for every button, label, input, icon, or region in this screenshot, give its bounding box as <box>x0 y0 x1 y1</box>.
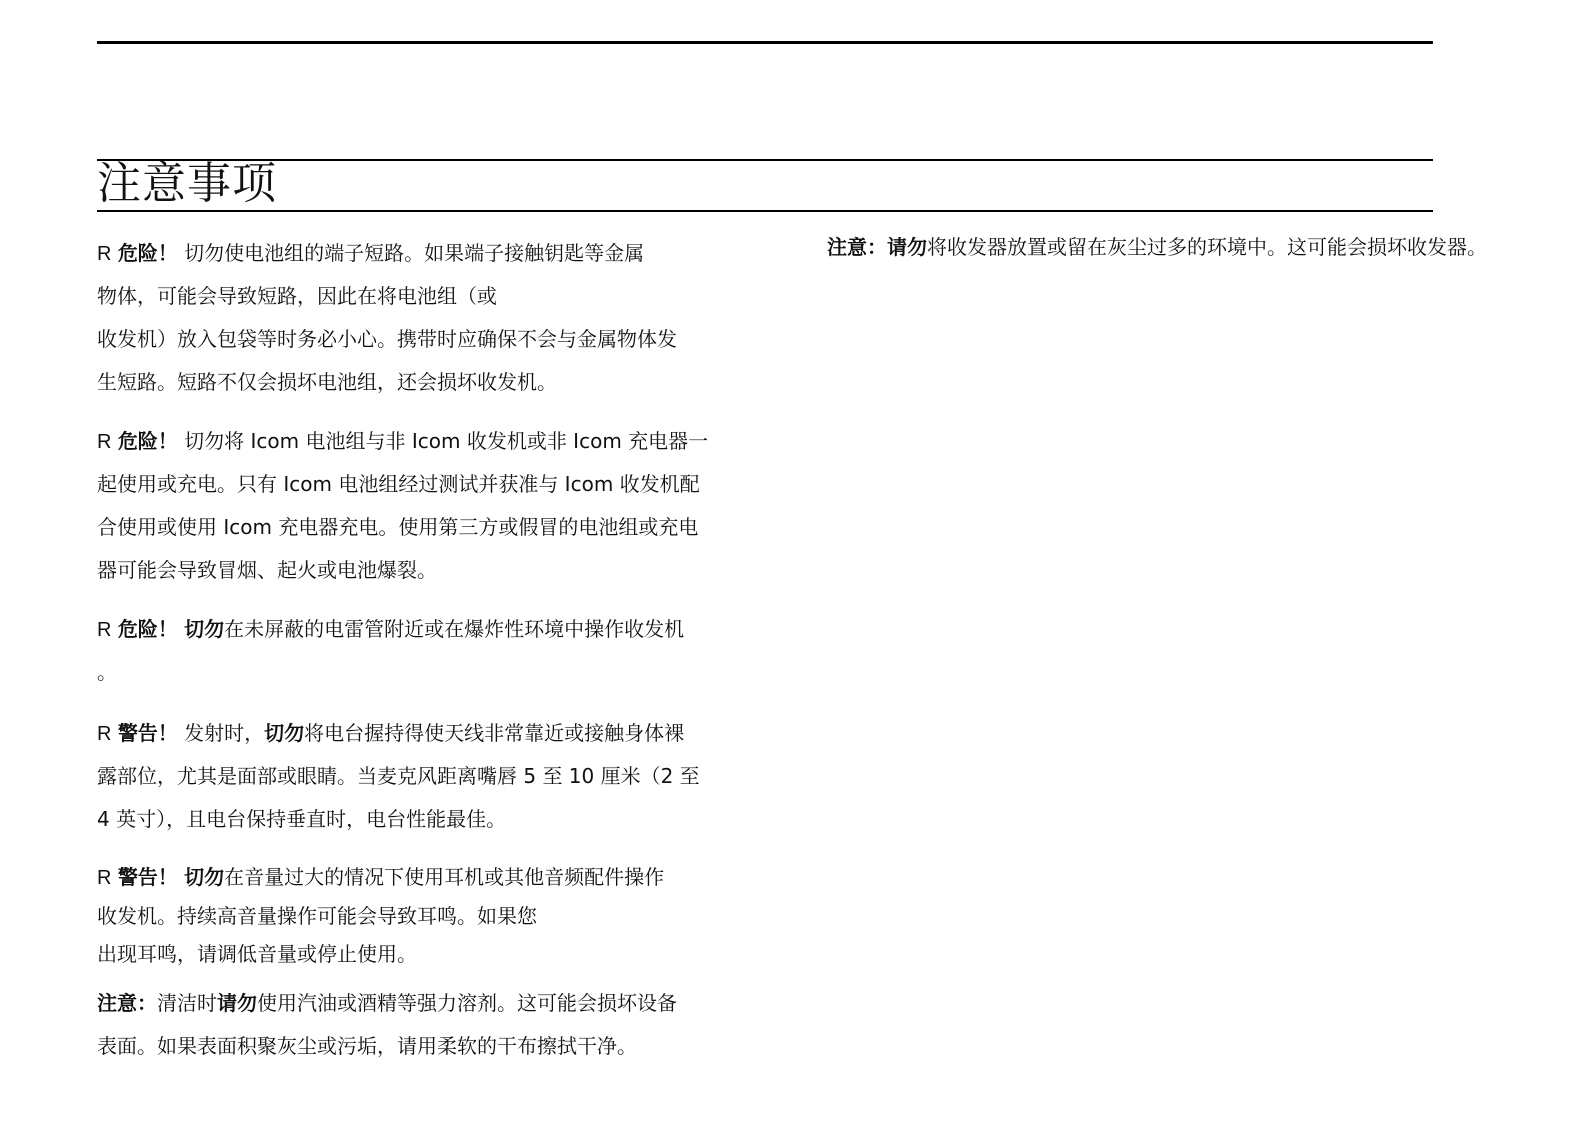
paragraph-line <box>97 651 757 694</box>
paragraph-line <box>97 549 757 592</box>
warning-marker: R <box>97 723 112 745</box>
body-text: 在音量过大的情况下使用耳机或其他音频配件操作 <box>224 865 665 889</box>
paragraph-line <box>97 899 757 933</box>
paragraph-line <box>97 755 757 798</box>
body-text: 切勿使电池组的端子短路。如果端子接触钥匙等金属 <box>184 241 645 265</box>
page-title: 注意事项 <box>97 158 277 209</box>
body-text: 使用汽油或酒精等强力溶剂。这可能会损坏设备 <box>257 991 677 1015</box>
caution-bold-text: 请勿 <box>887 235 927 259</box>
top-rule <box>97 41 1433 44</box>
warning-label: 注意： <box>97 991 157 1015</box>
body-text: 切勿将 Icom 电池组与非 Icom 收发机或非 Icom 充电器一 <box>184 429 709 453</box>
body-text: 器可能会导致冒烟、起火或电池爆裂。 <box>97 558 437 582</box>
body-text: 表面。如果表面积聚灰尘或污垢，请用柔软的干布擦拭干净。 <box>97 1034 637 1058</box>
paragraph-line <box>97 933 757 976</box>
paragraph-line <box>97 1025 757 1068</box>
body-text: 物体，可能会导致短路，因此在将电池组（或 <box>97 284 497 308</box>
body-text: 。 <box>97 660 117 684</box>
paragraph-line <box>97 463 757 506</box>
paragraph-line <box>97 856 757 899</box>
paragraph-line <box>97 982 757 1025</box>
body-text: 收发机。持续高音量操作可能会导致耳鸣。如果您 <box>97 904 537 928</box>
paragraph-line <box>97 361 757 404</box>
body-text: 将电台握持得使天线非常靠近或接触身体裸 <box>304 721 685 745</box>
warning-label: 危险！ <box>117 429 178 453</box>
emphasis-text: 切勿 <box>184 865 225 889</box>
paragraph-line <box>97 420 757 463</box>
body-text: 露部位，尤其是面部或眼睛。当麦克风距离嘴唇 5 至 10 厘米（2 至 <box>97 764 700 788</box>
body-text: 发射时， <box>184 721 265 745</box>
precaution-paragraph <box>97 712 757 841</box>
paragraph-line <box>97 608 757 651</box>
body-text: 生短路。短路不仅会损坏电池组，还会损坏收发机。 <box>97 370 557 394</box>
body-text: 4 英寸），且电台保持垂直时，电台性能最佳。 <box>97 807 507 831</box>
paragraph-line <box>97 232 757 275</box>
body-text: 出现耳鸣，请调低音量或停止使用。 <box>97 942 417 966</box>
body-text: 起使用或充电。只有 Icom 电池组经过测试并获准与 Icom 收发机配 <box>97 472 700 496</box>
warning-label: 危险！ <box>117 617 178 641</box>
paragraph-line <box>97 506 757 549</box>
caution-label: 注意： <box>827 235 887 259</box>
warning-marker: R <box>97 243 112 265</box>
warning-label: 危险！ <box>117 241 178 265</box>
paragraph-line <box>97 275 757 318</box>
title-rule-top <box>97 159 1433 161</box>
body-text: 收发机）放入包袋等时务必小心。携带时应确保不会与金属物体发 <box>97 327 677 351</box>
warning-marker: R <box>97 431 112 453</box>
body-text: 在未屏蔽的电雷管附近或在爆炸性环境中操作收发机 <box>224 617 685 641</box>
precaution-paragraph <box>97 856 757 976</box>
paragraph-line <box>97 712 757 755</box>
title-rule-bottom <box>97 210 1433 212</box>
right-caution-note <box>827 226 1527 269</box>
caution-text: 将收发器放置或留在灰尘过多的环境中。这可能会损坏收发器。 <box>927 235 1487 259</box>
paragraph-line <box>97 798 757 841</box>
paragraph-line <box>97 318 757 361</box>
warning-label: 警告！ <box>117 721 178 745</box>
precaution-paragraph <box>97 608 757 694</box>
warning-label: 警告！ <box>117 865 178 889</box>
emphasis-text: 切勿 <box>184 617 225 641</box>
warning-marker: R <box>97 867 112 889</box>
emphasis-text: 请勿 <box>217 991 257 1015</box>
body-text: 清洁时 <box>157 991 217 1015</box>
body-text: 合使用或使用 Icom 充电器充电。使用第三方或假冒的电池组或充电 <box>97 515 699 539</box>
warning-marker: R <box>97 619 112 641</box>
precaution-paragraph <box>97 982 757 1068</box>
precaution-paragraph <box>97 420 757 592</box>
emphasis-text: 切勿 <box>264 721 305 745</box>
precaution-paragraph <box>97 232 757 404</box>
